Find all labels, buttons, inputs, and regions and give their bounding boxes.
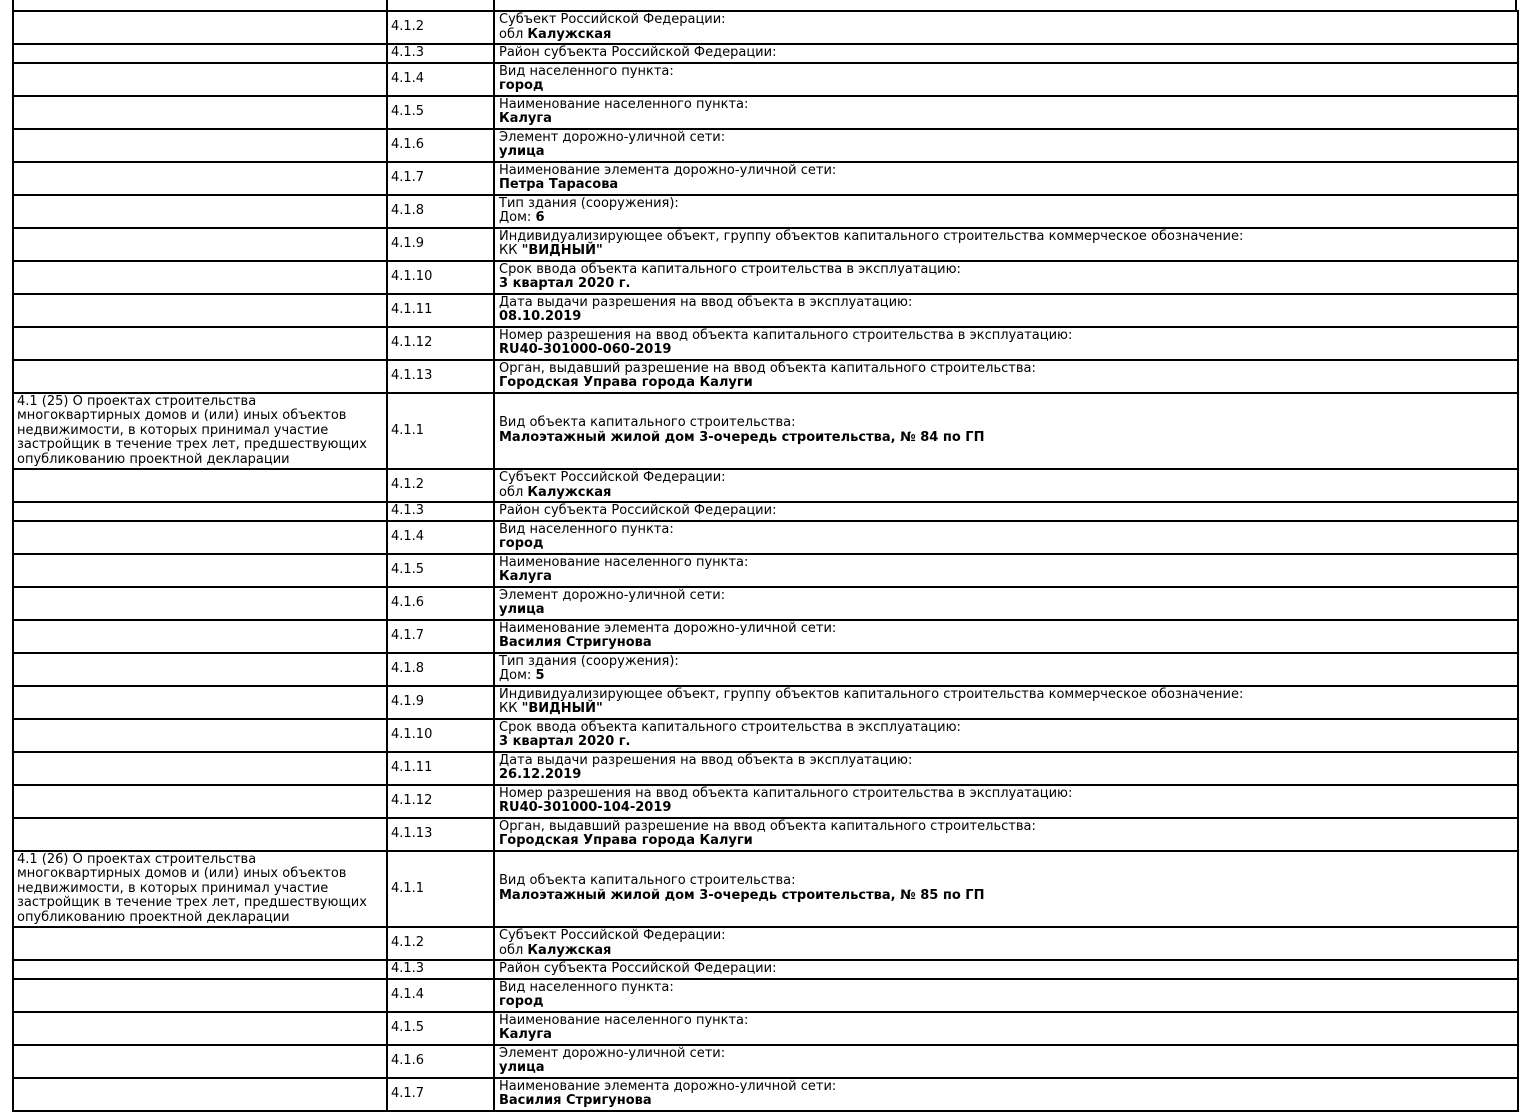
field-cell xyxy=(494,1078,1518,1111)
empty-cell xyxy=(13,195,387,228)
field-label: Наименование населенного пункта: xyxy=(499,1012,749,1028)
table-row xyxy=(13,1078,1518,1111)
table-row xyxy=(13,327,1518,360)
field-value xyxy=(499,244,1513,259)
field-label: Индивидуализирующее объект, группу объектов капитального строительства коммерческое обозначение: xyxy=(499,228,1244,244)
field-value xyxy=(499,1094,1513,1109)
field-value-bold: Калуга xyxy=(499,111,552,126)
empty-cell xyxy=(13,587,387,620)
field-label: Район субъекта Российской Федерации: xyxy=(499,503,777,518)
table-row xyxy=(13,294,1518,327)
field-cell xyxy=(494,11,1518,44)
row-number: 4.1.6 xyxy=(387,129,494,162)
field-value xyxy=(499,431,1513,446)
field-value xyxy=(499,702,1513,717)
empty-cell xyxy=(13,653,387,686)
table-row xyxy=(13,502,1518,521)
field-value-bold: 3 квартал 2020 г. xyxy=(499,276,631,291)
field-value xyxy=(499,1061,1513,1076)
table-row xyxy=(13,686,1518,719)
field-label: Вид объекта капитального строительства: xyxy=(499,415,796,431)
section-description: 4.1 (25) О проектах строительства многоквартирных домов и (или) иных объектов недвижимости, в которых принимал участие застройщик в течение трех лет, предшествующих опубликованию проектной декларации xyxy=(13,393,387,470)
table-row xyxy=(13,195,1518,228)
field-cell xyxy=(494,1012,1518,1045)
table-row xyxy=(13,129,1518,162)
field-value xyxy=(499,537,1513,552)
row-number: 4.1.11 xyxy=(387,294,494,327)
empty-cell xyxy=(13,752,387,785)
table-row xyxy=(13,11,1518,44)
table-row xyxy=(13,785,1518,818)
table-row xyxy=(13,63,1518,96)
field-value-bold: 6 xyxy=(535,210,545,225)
field-value xyxy=(499,768,1513,783)
field-value-bold: 26.12.2019 xyxy=(499,767,582,782)
row-number: 4.1.5 xyxy=(387,554,494,587)
field-value xyxy=(499,603,1513,618)
field-value-bold: Калужская xyxy=(527,942,612,958)
declaration-table xyxy=(12,10,1519,1112)
empty-cell xyxy=(13,554,387,587)
field-value-bold: улица xyxy=(499,602,545,617)
table-body xyxy=(13,11,1518,1111)
table-row xyxy=(13,587,1518,620)
field-cell xyxy=(494,818,1518,851)
previous-row-clipped-borders xyxy=(12,0,1517,10)
field-value-bold: Городская Управа города Калуги xyxy=(499,833,753,848)
field-label: Наименование элемента дорожно-уличной сети: xyxy=(499,162,837,178)
row-number: 4.1.4 xyxy=(387,979,494,1012)
field-label: Район субъекта Российской Федерации: xyxy=(499,961,777,976)
row-number: 4.1.2 xyxy=(387,11,494,44)
row-number: 4.1.5 xyxy=(387,1012,494,1045)
table-row xyxy=(13,719,1518,752)
field-cell xyxy=(494,96,1518,129)
field-value-bold: город xyxy=(499,994,544,1009)
table-row xyxy=(13,1012,1518,1045)
field-cell xyxy=(494,195,1518,228)
table-right-border xyxy=(1515,0,1517,10)
field-cell xyxy=(494,979,1518,1012)
row-number: 4.1.5 xyxy=(387,96,494,129)
row-number: 4.1.1 xyxy=(387,393,494,470)
field-value-bold: Василия Стригунова xyxy=(499,635,652,650)
field-value-bold: улица xyxy=(499,144,545,159)
field-value-prefix: обл xyxy=(499,26,528,42)
empty-cell xyxy=(13,1045,387,1078)
section-header-row xyxy=(13,851,1518,928)
field-value-bold: "ВИДНЫЙ" xyxy=(521,701,603,716)
row-number: 4.1.13 xyxy=(387,818,494,851)
empty-cell xyxy=(13,63,387,96)
table-row xyxy=(13,818,1518,851)
field-cell xyxy=(494,129,1518,162)
field-cell xyxy=(494,44,1518,63)
section-description: 4.1 (26) О проектах строительства многоквартирных домов и (или) иных объектов недвижимости, в которых принимал участие застройщик в течение трех лет, предшествующих опубликованию проектной декларации xyxy=(13,851,387,928)
field-cell xyxy=(494,469,1518,502)
field-label: Наименование элемента дорожно-уличной сети: xyxy=(499,620,837,636)
field-value-bold: улица xyxy=(499,1060,545,1075)
field-cell xyxy=(494,960,1518,979)
empty-cell xyxy=(13,785,387,818)
row-number: 4.1.4 xyxy=(387,521,494,554)
row-number: 4.1.1 xyxy=(387,851,494,928)
row-number: 4.1.8 xyxy=(387,653,494,686)
empty-cell xyxy=(13,44,387,63)
field-value xyxy=(499,735,1513,750)
row-number: 4.1.2 xyxy=(387,469,494,502)
field-value-prefix: КК xyxy=(499,243,522,258)
field-cell xyxy=(494,1045,1518,1078)
field-value xyxy=(499,834,1513,849)
field-cell xyxy=(494,228,1518,261)
field-label: Вид населенного пункта: xyxy=(499,63,674,79)
field-value-prefix: Дом: xyxy=(499,210,536,225)
field-value xyxy=(499,995,1513,1010)
field-label: Индивидуализирующее объект, группу объектов капитального строительства коммерческое обозначение: xyxy=(499,686,1244,702)
field-value xyxy=(499,669,1513,684)
field-cell xyxy=(494,851,1518,928)
field-label: Тип здания (сооружения): xyxy=(499,653,679,669)
field-value-bold: RU40-301000-060-2019 xyxy=(499,342,672,357)
empty-cell xyxy=(13,327,387,360)
row-number: 4.1.9 xyxy=(387,686,494,719)
empty-cell xyxy=(13,129,387,162)
section-header-row xyxy=(13,393,1518,470)
empty-cell xyxy=(13,96,387,129)
field-value-bold: 3 квартал 2020 г. xyxy=(499,734,631,749)
row-number: 4.1.6 xyxy=(387,1045,494,1078)
field-value-bold: Петра Тарасова xyxy=(499,177,619,192)
field-value-bold: Калуга xyxy=(499,1027,552,1042)
column-divider xyxy=(386,0,388,10)
field-cell xyxy=(494,653,1518,686)
empty-cell xyxy=(13,11,387,44)
field-value xyxy=(499,376,1513,391)
field-label: Дата выдачи разрешения на ввод объекта в эксплуатацию: xyxy=(499,294,913,310)
field-label: Субъект Российской Федерации: xyxy=(499,928,726,943)
empty-cell xyxy=(13,469,387,502)
field-label: Тип здания (сооружения): xyxy=(499,195,679,211)
field-cell xyxy=(494,360,1518,393)
field-label: Дата выдачи разрешения на ввод объекта в эксплуатацию: xyxy=(499,752,913,768)
field-value xyxy=(499,801,1513,816)
empty-cell xyxy=(13,521,387,554)
field-value-bold: Калуга xyxy=(499,569,552,584)
table-row xyxy=(13,162,1518,195)
field-value-bold: Калужская xyxy=(527,26,612,42)
field-label: Вид населенного пункта: xyxy=(499,521,674,537)
field-label: Орган, выдавший разрешение на ввод объекта капитального строительства: xyxy=(499,818,1036,834)
field-cell xyxy=(494,294,1518,327)
field-value-prefix: Дом: xyxy=(499,668,536,683)
table-row xyxy=(13,469,1518,502)
empty-cell xyxy=(13,228,387,261)
field-cell xyxy=(494,554,1518,587)
field-value-bold: Василия Стригунова xyxy=(499,1093,652,1108)
field-label: Субъект Российской Федерации: xyxy=(499,12,726,27)
row-number: 4.1.10 xyxy=(387,261,494,294)
table-row xyxy=(13,261,1518,294)
empty-cell xyxy=(13,261,387,294)
field-cell xyxy=(494,587,1518,620)
table-row xyxy=(13,960,1518,979)
field-cell xyxy=(494,719,1518,752)
table-row xyxy=(13,653,1518,686)
row-number: 4.1.11 xyxy=(387,752,494,785)
table-row xyxy=(13,96,1518,129)
table-row xyxy=(13,1045,1518,1078)
field-value xyxy=(499,486,1513,501)
row-number: 4.1.6 xyxy=(387,587,494,620)
field-value-prefix: КК xyxy=(499,701,522,716)
field-label: Элемент дорожно-уличной сети: xyxy=(499,1045,726,1061)
table-row xyxy=(13,228,1518,261)
field-label: Наименование элемента дорожно-уличной сети: xyxy=(499,1078,837,1094)
table-row xyxy=(13,979,1518,1012)
field-label: Срок ввода объекта капитального строительства в эксплуатацию: xyxy=(499,719,961,735)
field-label: Субъект Российской Федерации: xyxy=(499,470,726,485)
field-value-bold: Малоэтажный жилой дом 3-очередь строительства, № 85 по ГП xyxy=(499,887,985,903)
table-row xyxy=(13,521,1518,554)
empty-cell xyxy=(13,719,387,752)
field-cell xyxy=(494,502,1518,521)
field-value-bold: Городская Управа города Калуги xyxy=(499,375,753,390)
empty-cell xyxy=(13,294,387,327)
empty-cell xyxy=(13,620,387,653)
field-value xyxy=(499,28,1513,43)
empty-cell xyxy=(13,686,387,719)
field-value xyxy=(499,889,1513,904)
field-value xyxy=(499,570,1513,585)
table-row xyxy=(13,620,1518,653)
table-row xyxy=(13,927,1518,960)
row-number: 4.1.12 xyxy=(387,327,494,360)
field-value xyxy=(499,277,1513,292)
row-number: 4.1.10 xyxy=(387,719,494,752)
field-value xyxy=(499,145,1513,160)
field-label: Элемент дорожно-уличной сети: xyxy=(499,587,726,603)
field-cell xyxy=(494,162,1518,195)
table-left-border xyxy=(12,0,14,10)
row-number: 4.1.3 xyxy=(387,44,494,63)
field-label: Номер разрешения на ввод объекта капитального строительства в эксплуатацию: xyxy=(499,327,1073,343)
field-cell xyxy=(494,63,1518,96)
field-label: Вид населенного пункта: xyxy=(499,979,674,995)
field-label: Элемент дорожно-уличной сети: xyxy=(499,129,726,145)
empty-cell xyxy=(13,502,387,521)
field-cell xyxy=(494,261,1518,294)
empty-cell xyxy=(13,1078,387,1111)
empty-cell xyxy=(13,979,387,1012)
row-number: 4.1.9 xyxy=(387,228,494,261)
field-cell xyxy=(494,785,1518,818)
table-row xyxy=(13,554,1518,587)
row-number: 4.1.7 xyxy=(387,1078,494,1111)
field-value-bold: 08.10.2019 xyxy=(499,309,582,324)
field-value-bold: город xyxy=(499,78,544,93)
field-label: Наименование населенного пункта: xyxy=(499,96,749,112)
column-divider xyxy=(493,0,495,10)
field-value xyxy=(499,1028,1513,1043)
field-value-bold: RU40-301000-104-2019 xyxy=(499,800,672,815)
field-value-bold: Малоэтажный жилой дом 3-очередь строительства, № 84 по ГП xyxy=(499,429,985,445)
field-value xyxy=(499,944,1513,959)
table-row xyxy=(13,44,1518,63)
row-number: 4.1.8 xyxy=(387,195,494,228)
field-cell xyxy=(494,521,1518,554)
row-number: 4.1.7 xyxy=(387,162,494,195)
field-cell xyxy=(494,393,1518,470)
field-label: Орган, выдавший разрешение на ввод объекта капитального строительства: xyxy=(499,360,1036,376)
field-cell xyxy=(494,620,1518,653)
field-cell xyxy=(494,752,1518,785)
field-value xyxy=(499,343,1513,358)
field-value xyxy=(499,211,1513,226)
table-row xyxy=(13,360,1518,393)
table-row xyxy=(13,752,1518,785)
row-number: 4.1.7 xyxy=(387,620,494,653)
empty-cell xyxy=(13,960,387,979)
field-value xyxy=(499,310,1513,325)
field-label: Срок ввода объекта капитального строительства в эксплуатацию: xyxy=(499,261,961,277)
field-value xyxy=(499,636,1513,651)
field-value-prefix: обл xyxy=(499,942,528,958)
field-value xyxy=(499,79,1513,94)
field-value-bold: Калужская xyxy=(527,484,612,500)
field-value xyxy=(499,178,1513,193)
empty-cell xyxy=(13,360,387,393)
field-label: Номер разрешения на ввод объекта капитального строительства в эксплуатацию: xyxy=(499,785,1073,801)
field-value-bold: "ВИДНЫЙ" xyxy=(521,243,603,258)
field-value-bold: 5 xyxy=(535,668,545,683)
field-label: Район субъекта Российской Федерации: xyxy=(499,45,777,60)
field-label: Вид объекта капитального строительства: xyxy=(499,873,796,889)
row-number: 4.1.12 xyxy=(387,785,494,818)
field-value-prefix: обл xyxy=(499,484,528,500)
row-number: 4.1.13 xyxy=(387,360,494,393)
empty-cell xyxy=(13,1012,387,1045)
field-cell xyxy=(494,327,1518,360)
empty-cell xyxy=(13,927,387,960)
row-number: 4.1.3 xyxy=(387,960,494,979)
field-value-bold: город xyxy=(499,536,544,551)
field-label: Наименование населенного пункта: xyxy=(499,554,749,570)
row-number: 4.1.4 xyxy=(387,63,494,96)
row-number: 4.1.2 xyxy=(387,927,494,960)
empty-cell xyxy=(13,162,387,195)
empty-cell xyxy=(13,818,387,851)
field-value xyxy=(499,112,1513,127)
field-cell xyxy=(494,927,1518,960)
row-number: 4.1.3 xyxy=(387,502,494,521)
field-cell xyxy=(494,686,1518,719)
